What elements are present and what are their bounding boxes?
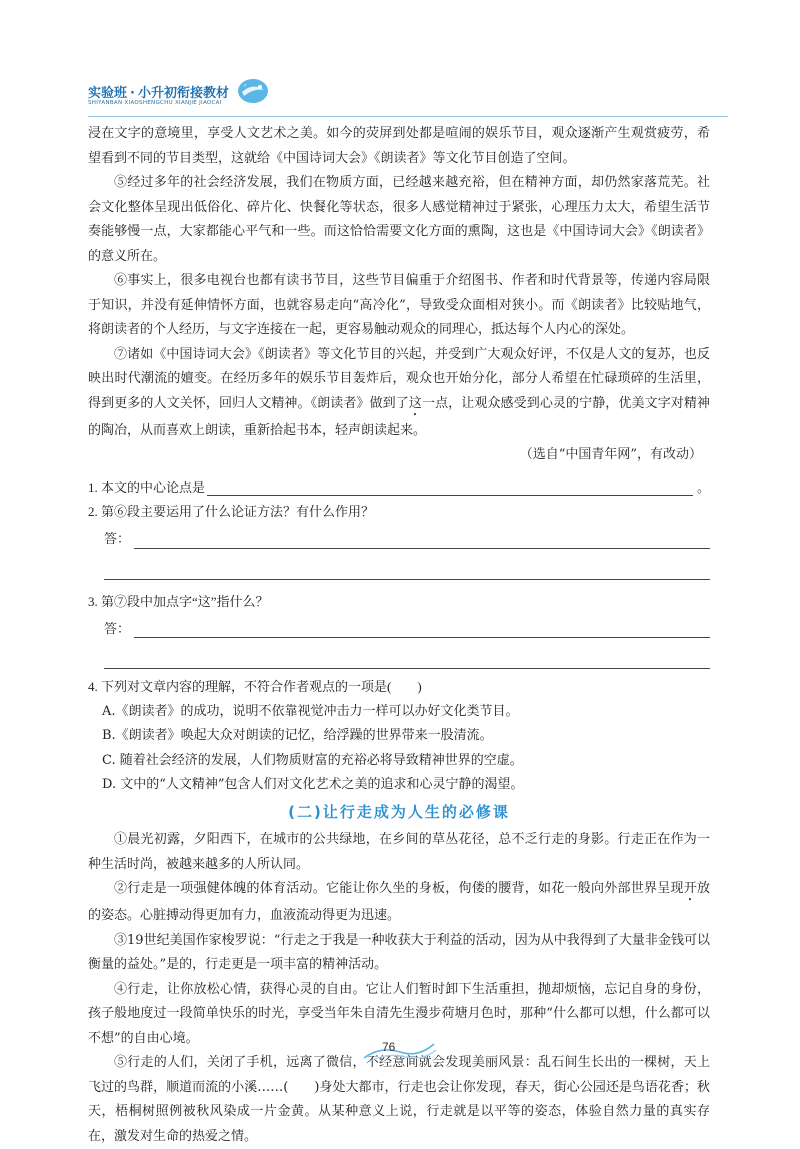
brand-pinyin: SHIYANBAN XIAOSHENGCHU XIANJIE JIAOCAI — [88, 100, 222, 106]
article2-paragraph-4: ④行走，让你放松心情，获得心灵的自由。它让人们暂时卸下生活重担，抛却烦恼，忘记自身的身份，孩子般地度过一段简单快乐的时光，享受当年朱自清先生漫步荷塘月色时，那种“什么都可以想，什么都可以不想”的自由心境。 — [88, 981, 710, 1046]
article2-paragraph-1: ①晨光初露，夕阳西下，在城市的公共绿地，在乡间的草丛花径，总不乏行走的身影。行走正在作为一种生活时尚，被越来越多的人所认同。 — [88, 832, 710, 872]
question-4-option-d[interactable]: D. 文中的“人文精神”包含人们对文化艺术之美的追求和心灵宁静的渴望。 — [102, 777, 524, 792]
brand-subtitle: 小升初衔接教材 — [137, 86, 229, 101]
question-1-end: 。 — [696, 479, 710, 495]
p7-text-b: 一点，让观众感受到心灵的宁静，优美文字对精神的陶冶，从而喜欢上朗读，重新拾起书本，轻声朗读起来。 — [88, 395, 710, 438]
brand-separator: · — [130, 86, 135, 101]
book-logo-icon — [236, 76, 270, 106]
article1-paragraph-7 — [88, 343, 710, 444]
answer-label: 答： — [104, 621, 131, 637]
article2-paragraph-3: ③19世纪美国作家梭罗说：“行走之于我是一种收获大于利益的活动，因为从中我得到了大量非金钱可以衡量的益处。”是的，行走更是一项丰富的精神活动。 — [88, 932, 710, 972]
question-1-text: 1. 本文的中心论点是 — [88, 479, 206, 495]
p7-emphasized-char: 这 — [408, 395, 422, 411]
article2-paragraph-2 — [88, 877, 710, 929]
article2-paragraph-5: ⑤行走的人们，关闭了手机，远离了微信，不经意间就会发现美丽风景：乱石间生长出的一棵树，天上飞过的鸟群，顺道而流的小溪……( )身处大都市，行走也会让你发现，春天，街心公园还是鸟语花香；秋天，梧桐树照例被秋风染成一片金黄。从某种意义上说，行走就是以平等的姿态，体验自然力量的真实存在，激发对生命的热爱之情。 — [88, 1055, 710, 1144]
page-number: 76 — [382, 1040, 396, 1054]
page-footer — [360, 1036, 440, 1064]
question-2-answer-row — [88, 525, 710, 553]
article1-paragraph-5: ⑤经过多年的社会经济发展，我们在物质方面，已经越来越充裕，但在精神方面，却仍然家落荒芜。社会文化整体呈现出低俗化、碎片化、快餐化等状态，很多人感觉精神过于紧张，心理压力太大，希望生活节奏能够慢一点，大家都能心平气和一些。而这恰恰需要文化方面的熏陶，这也是《中国诗词大会》《朗读者》的意义所在。 — [88, 175, 710, 264]
question-2-answer-line-1[interactable] — [134, 530, 710, 549]
p7-text-a: ⑦诸如《中国诗词大会》《朗读者》等文化节目的兴起，并受到广大观众好评，不仅是人文的复苏，也反映出时代潮流的嬗变。在经历多年的娱乐节目轰炸后，观众也开始分化，部分人希望在忙碌琐碎的生活里，得到更多的人文关怀，回归人文精神。《朗读者》做到了 — [88, 346, 710, 411]
question-4-option-b[interactable]: B.《朗读者》唤起大众对朗读的记忆，给浮躁的世界带来一股清流。 — [102, 728, 493, 743]
page-content — [88, 122, 710, 1149]
p2-text-b: 放的姿态。心脏搏动得更加有力，血液流动得更为迅速。 — [88, 881, 710, 923]
brand-title — [88, 82, 229, 101]
question-2-text: 2. 第⑥段主要运用了什么论证方法？有什么作用？ — [88, 504, 375, 519]
question-4-option-c[interactable]: C. 随着社会经济的发展，人们物质财富的充裕必将导致精神世界的空虚。 — [102, 752, 523, 768]
article2-title: (二)让行走成为人生的必修课 — [288, 802, 510, 821]
question-4-text: 4. 下列对文章内容的理解，不符合作者观点的一项是( ) — [88, 679, 422, 694]
p2-text-a: ②行走是一项强健体魄的体育活动。它能让你久坐的身板，佝偻的腰背，如花一般向外部世界呈现 — [114, 881, 684, 896]
question-1-answer-line[interactable] — [207, 477, 693, 496]
article1-source: （选自“中国青年网”，有改动） — [519, 447, 702, 462]
question-4-option-a[interactable]: A.《朗读者》的成功，说明不依靠视觉冲击力一样可以办好文化类节目。 — [102, 703, 519, 719]
question-3-answer-line-2[interactable] — [104, 642, 710, 669]
brand-main: 实验班 — [88, 86, 128, 101]
answer-label: 答： — [104, 532, 131, 547]
swirl-decoration-icon — [360, 1036, 440, 1064]
p2-emphasized-char: 开 — [683, 881, 697, 896]
question-2-answer-line-2[interactable] — [104, 553, 710, 580]
question-3-text: 3. 第⑦段中加点字“这”指什么？ — [88, 593, 269, 609]
question-1 — [88, 476, 710, 501]
page-header — [88, 80, 728, 116]
question-3-answer-line-1[interactable] — [134, 619, 710, 638]
question-3-answer-row — [88, 614, 710, 642]
article1-paragraph-6: ⑥事实上，很多电视台也都有读书节目，这些节目偏重于介绍图书、作者和时代背景等，传递内容局限于知识，并没有延伸情怀方面，也就容易走向“高冷化”，导致受众面相对狭小。而《朗读者》比较贴地气，将朗读者的个人经历，与文字连接在一起，更容易触动观众的同理心，抵达每个人内心的深处。 — [88, 273, 710, 337]
header-divider — [88, 116, 728, 117]
article1-paragraph-cont: 浸在文字的意境里，享受人文艺术之美。如今的荧屏到处都是喧闹的娱乐节目，观众逐渐产生观赏疲劳，希望看到不同的节目类型，这就给《中国诗词大会》《朗读者》等文化节目创造了空间。 — [88, 126, 710, 166]
